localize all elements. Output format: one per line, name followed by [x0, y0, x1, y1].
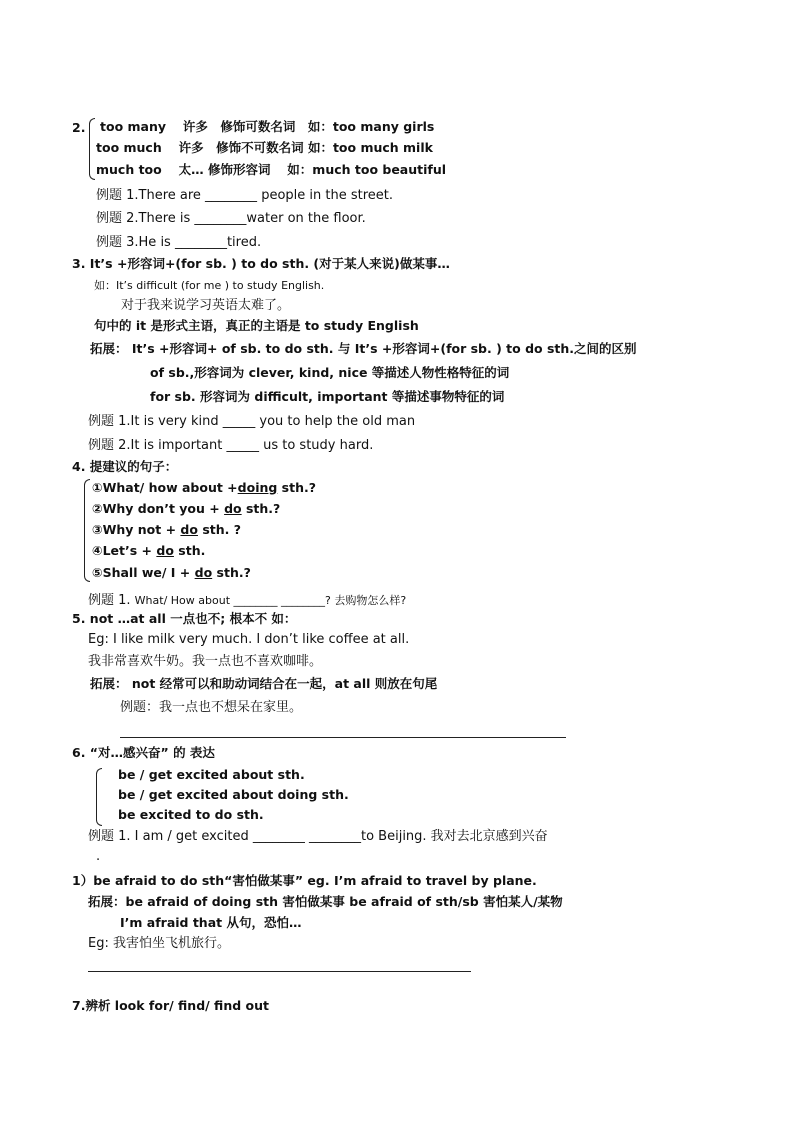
- suggestion-5: ⑤Shall we/ I + do sth.?: [92, 565, 251, 580]
- section-2-line-3: much too 太… 修饰形容词 如：much too beautiful: [96, 162, 447, 177]
- section-3-example-en: 如：It’s difficult (for me ) to study English.: [94, 279, 325, 292]
- suggestion-2: ②Why don’t you + do sth.?: [92, 501, 281, 516]
- section-2-line-1: too many 许多 修饰可数名词 如：too many girls: [100, 119, 435, 134]
- section-4-example: 例题 1. What/ How about ________ ________? 去购物怎么样?: [88, 593, 407, 608]
- section-6-line-2: be / get excited about doing sth.: [118, 787, 349, 802]
- suggestion-3: ③Why not + do sth. ?: [92, 522, 241, 537]
- section-6-line-3: be excited to do sth.: [118, 807, 264, 822]
- afraid-answer-line: [88, 971, 471, 972]
- section-4-title: 4. 提建议的句子：: [72, 459, 178, 474]
- section-6-dot: .: [96, 849, 101, 864]
- section-6-example: 例题 1. I am / get excited ________ ________to Beijing. 我对去北京感到兴奋: [88, 829, 548, 844]
- section-3-example-cn: 对于我来说学习英语太难了。: [121, 298, 291, 313]
- section-6-brace: [96, 768, 102, 826]
- suggestion-4: ④Let’s + do sth.: [92, 543, 206, 558]
- section-5-exercise: 例题：我一点也不想呆在家里。: [120, 700, 303, 715]
- suggestion-1: ①What/ how about +doing sth.?: [92, 480, 316, 495]
- afraid-extension: 拓展：be afraid of doing sth 害怕做某事 be afraid of sth/sb 害怕某人/某物: [88, 894, 563, 909]
- section-6-title: 6. “对…感兴奋” 的 表达: [72, 745, 215, 760]
- section-3-example-1: 例题 1.It is very kind _____ you to help the old man: [88, 414, 416, 429]
- section-2-line-2: too much 许多 修饰不可数名词 如：too much milk: [96, 140, 433, 155]
- section-5-example-en: Eg: I like milk very much. I don’t like coffee at all.: [88, 632, 410, 647]
- section-3-example-2: 例题 2.It is important _____ us to study hard.: [88, 438, 374, 453]
- section-5-title: 5. not …at all 一点也不; 根本不 如：: [72, 611, 297, 626]
- section-2-brace: [89, 118, 95, 180]
- section-5-example-cn: 我非常喜欢牛奶。我一点也不喜欢咖啡。: [88, 654, 323, 669]
- section-3-title: 3. It’s +形容词+(for sb. ) to do sth. (对于某人来说)做某事…: [72, 256, 450, 271]
- section-4-brace: [84, 479, 90, 582]
- section-3-extension-for: for sb. 形容词为 difficult, important 等描述事物特征的词: [150, 389, 505, 404]
- section-2-example-3: 例题 3.He is ________tired.: [96, 235, 262, 250]
- section-2-number: 2.: [72, 120, 86, 135]
- section-3-extension: 拓展： It’s +形容词+ of sb. to do sth. 与 It’s +形容词+(for sb. ) to do sth.之间的区别: [90, 341, 637, 356]
- section-3-extension-of: of sb.,形容词为 clever, kind, nice 等描述人物性格特征的词: [150, 365, 510, 380]
- section-2-example-2: 例题 2.There is ________water on the floor.: [96, 211, 366, 226]
- section-5-extension: 拓展： not 经常可以和助动词结合在一起，at all 则放在句尾: [90, 676, 438, 691]
- afraid-line-1: 1）be afraid to do sth“害怕做某事” eg. I’m afraid to travel by plane.: [72, 873, 537, 888]
- afraid-extension-2: I’m afraid that 从句，恐怕…: [120, 915, 302, 930]
- section-2-example-1: 例题 1.There are ________ people in the street.: [96, 188, 393, 203]
- section-3-note: 句中的 it 是形式主语，真正的主语是 to study English: [94, 318, 419, 333]
- section-5-answer-line: [120, 737, 566, 738]
- section-7-title: 7.辨析 look for/ find/ find out: [72, 998, 269, 1013]
- afraid-example: Eg: 我害怕坐飞机旅行。: [88, 936, 230, 951]
- section-6-line-1: be / get excited about sth.: [118, 767, 305, 782]
